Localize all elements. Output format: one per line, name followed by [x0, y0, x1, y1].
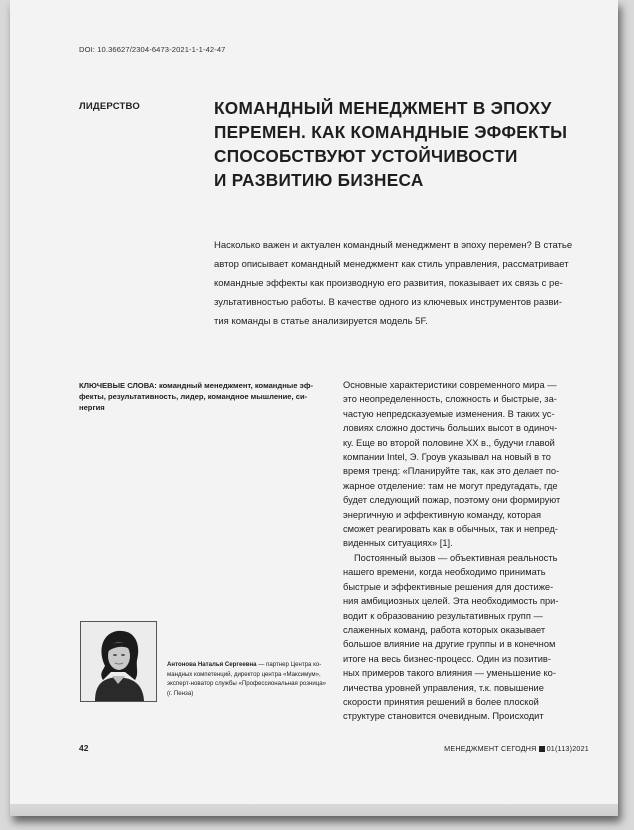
body-line: ловиях сложно достичь больших высот в одиноч- — [343, 423, 558, 434]
body-line: Основные характеристики современного мира — — [343, 380, 557, 390]
abstract-line: командные эффекты как производную его развития, показывает их связь с ре- — [214, 278, 563, 290]
page-number: 42 — [79, 743, 89, 753]
author-portrait-image — [81, 622, 156, 701]
body-line: время тренд: «Планируйте так, как это делает по- — [343, 466, 560, 477]
title-line: И РАЗВИТИЮ БИЗНЕСА — [214, 170, 424, 190]
body-line: ния амбициозных целей. Эта необходимость при- — [343, 596, 559, 607]
author-bio-line: — партнер Центра ко- — [256, 661, 322, 668]
journal-issue: 01(113)2021 — [546, 744, 589, 753]
author-bio-line: (г. Пенза) — [167, 689, 194, 697]
doi: DOI: 10.36627/2304-6473-2021-1-1-42-47 — [79, 45, 226, 54]
section-label: ЛИДЕРСТВО — [79, 101, 140, 112]
title-line: СПОСОБСТВУЮТ УСТОЙЧИВОСТИ — [214, 146, 518, 166]
abstract-line: тия команды в статье анализируется модель 5F. — [214, 316, 428, 328]
body-line: виденных ситуациях» [1]. — [343, 538, 453, 549]
author-name: Антонова Наталья Сергеевна — [167, 661, 257, 668]
title-line: КОМАНДНЫЙ МЕНЕДЖМЕНТ В ЭПОХУ — [214, 98, 552, 118]
author-bio-line: эксперт-новатор службы «Профессиональная розница» — [167, 680, 327, 688]
body-line: скорости принятия решений в более плоской — [343, 696, 539, 707]
body-line: слаженных команд, работа которых оказывает — [343, 624, 546, 635]
abstract-line: Насколько важен и актуален командный менеджмент в эпоху перемен? В статье — [214, 240, 573, 251]
body-line: жарное отделение: там не могут предугадать, где — [343, 480, 558, 491]
body-line: будет следующий пожар, поэтому они формируют — [343, 495, 561, 506]
body-line: личества уровней управления, т.к. повышение — [343, 682, 544, 693]
body-line: нашего времени, когда необходимо принимать — [343, 567, 546, 578]
body-line: ных примеров такого влияния — уменьшение ко- — [343, 668, 556, 679]
keywords-line: нергия — [79, 402, 105, 412]
body-line: частую непредсказуемые изменения. В таких ус- — [343, 408, 555, 419]
body-line: это неопределенность, сложность и быстрые, за- — [343, 394, 557, 405]
body-line: большое влияние на другие группы и в конечном — [343, 639, 556, 650]
title-line: ПЕРЕМЕН. КАК КОМАНДНЫЕ ЭФФЕКТЫ — [214, 122, 568, 142]
body-line: итоге на весь бизнес-процесс. Один из позитив- — [343, 653, 551, 664]
keywords-line: фекты, результативность, лидер, командное мышление, си- — [79, 391, 308, 401]
body-line: водит к образованию результативных групп — — [343, 610, 543, 621]
journal-name: МЕНЕДЖМЕНТ СЕГОДНЯ — [444, 744, 537, 753]
author-photo — [80, 621, 157, 702]
separator-square-icon — [539, 746, 545, 752]
body-text — [343, 378, 598, 724]
body-line: ку. Еще во второй половине XX в., будучи главой — [343, 437, 555, 448]
abstract-line: автор описывает командный менеджмент как стиль управления, рассматривает — [214, 259, 569, 271]
body-line: компании Intel, Э. Гроув указывал на новый в то — [343, 452, 551, 463]
abstract-line: зультативностью работы. В качестве одного из ключевых инструментов разви- — [214, 297, 562, 309]
body-line: Постоянный вызов — объективная реальность — [354, 552, 558, 563]
author-bio-line: мандных компетенций, директор центра «Максимум», — [167, 670, 321, 678]
body-line: быстрые и эффективные решения для достиже- — [343, 581, 554, 592]
body-line: сможет реагировать как в обычных, так и непред- — [343, 524, 558, 535]
keywords — [79, 381, 331, 413]
abstract — [214, 236, 600, 331]
body-line: энергичную и эффективную команду, которая — [343, 509, 542, 520]
article-title — [214, 96, 574, 192]
body-line: структуре становится очевидным. Происходит — [343, 711, 544, 722]
page-sheet — [10, 0, 618, 816]
author-info — [167, 660, 332, 698]
keywords-line: КЛЮЧЕВЫЕ СЛОВА: командный менеджмент, командные эф- — [79, 381, 313, 390]
journal-footer — [444, 744, 589, 753]
